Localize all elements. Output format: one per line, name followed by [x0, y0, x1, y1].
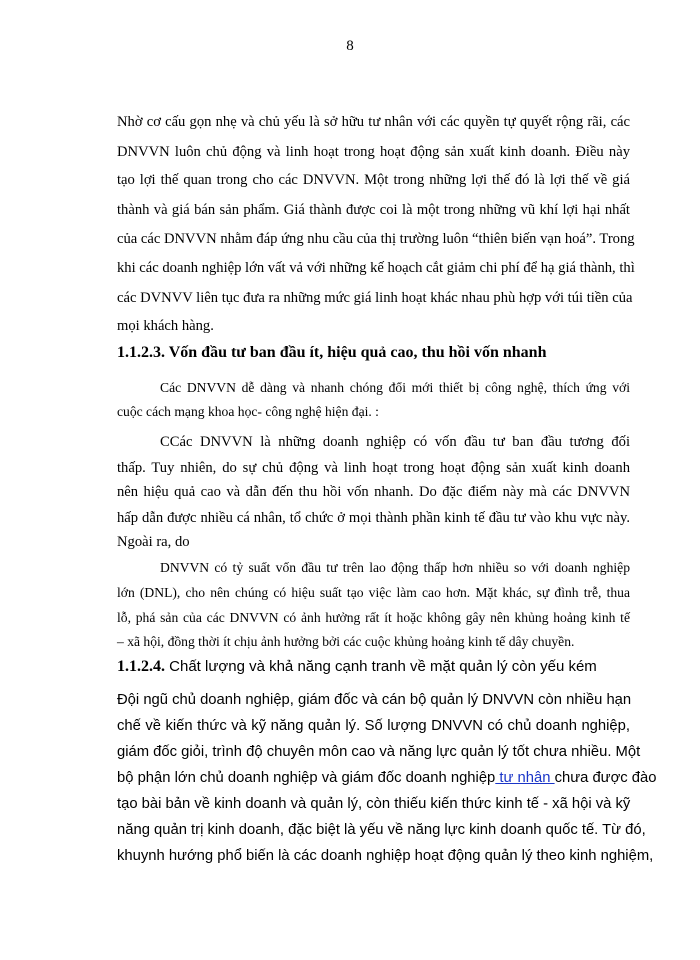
text-line: chế về kiến thức và kỹ năng quản lý. Số lượng DNVVN có chủ doanh nghiệp, [117, 718, 630, 734]
text-line: khi các doanh nghiệp lớn vất vả với những kế hoạch cắt giảm chi phí để hạ giá thành, thì [117, 260, 635, 276]
text-line: tạo bài bản về kinh doanh và quản lý, còn thiếu kiến thức kinh tế - xã hội và kỹ [117, 796, 631, 812]
text-line: của các DNVVN nhằm đáp ứng nhu cầu của thị trường luôn “thiên biến vạn hoá”. Trong [117, 231, 635, 247]
text-line: mọi khách hàng. [117, 318, 214, 334]
text-line: cuộc cách mạng khoa học- công nghệ hiện đại. : [117, 404, 379, 419]
text-line: lớn (DNL), cho nên chúng có hiệu suất tạo việc làm cao hơn. Mặt khác, sự đình trễ, thua [117, 585, 630, 600]
text-line: giám đốc giỏi, trình độ chuyên môn cao và năng lực quản lý tốt chưa nhiều. Một [117, 744, 641, 760]
text-segment: chưa được đào [554, 770, 657, 786]
text-line: Các DNVVN dễ dàng và nhanh chóng đổi mới thiết bị công nghệ, thích ứng với [160, 380, 630, 395]
text-line: thành và giá bán sản phẩm. Giá thành được coi là một trong những vũ khí lợi hại nhất [117, 202, 630, 218]
text-line: DNVVN có tỷ suất vốn đầu tư trên lao động thấp hơn nhiều so với doanh nghiệp [160, 560, 630, 575]
text-line: Ngoài ra, do [117, 534, 190, 550]
text-line: các DVNVV liên tục đưa ra những mức giá linh hoạt khác nhau phù hợp với túi tiền của [117, 290, 633, 306]
private-sector-link[interactable]: tư nhân [495, 770, 555, 786]
section-heading-1-1-2-4 [117, 658, 597, 676]
section-title: Chất lượng và khả năng cạnh tranh về mặt quản lý còn yếu kém [165, 658, 597, 675]
text-line: CCác DNVVN là những doanh nghiệp có vốn đầu tư ban đầu tương đối [160, 434, 630, 450]
section-number: 1.1.2.4. [117, 658, 165, 675]
text-line: Nhờ cơ cấu gọn nhẹ và chủ yếu là sở hữu tư nhân với các quyền tự quyết rộng rãi, các [117, 114, 630, 130]
text-line: DNVVN luôn chủ động và linh hoạt trong hoạt động sản xuất kinh doanh. Điều này [117, 144, 630, 160]
text-segment: bộ phận lớn chủ doanh nghiệp và giám đốc doanh nghiệp [117, 770, 496, 786]
text-line: – xã hội, đồng thời ít chịu ảnh hưởng bởi các cuộc khủng hoảng kinh tế dây chuyền. [117, 634, 575, 649]
text-line [117, 768, 657, 788]
text-line: hấp dẫn được nhiều cá nhân, tổ chức ở mọi thành phần kinh tế đầu tư vào khu vực này. [117, 510, 630, 526]
text-line: Đội ngũ chủ doanh nghiệp, giám đốc và cán bộ quản lý DNVVN còn nhiều hạn [117, 692, 632, 708]
text-line: lỗ, phá sản của các DNVVN có ảnh hưởng rất ít hoặc không gây nên khủng hoảng kinh tế [117, 610, 630, 625]
text-line: nên hiệu quả cao và dẫn đến thu hồi vốn nhanh. Do đặc điểm này mà các DNVVN [117, 484, 630, 500]
page-number: 8 [346, 38, 354, 54]
text-line: tạo lợi thế quan trong cho các DNVVN. Một trong những lợi thế đó là lợi thế về giá [117, 172, 630, 188]
text-line: khuynh hướng phổ biến là các doanh nghiệp hoạt động quản lý theo kinh nghiệm, [117, 848, 654, 864]
section-heading-1-1-2-3: 1.1.2.3. Vốn đầu tư ban đầu ít, hiệu quả cao, thu hồi vốn nhanh [117, 344, 547, 361]
text-line: thấp. Tuy nhiên, do sự chủ động và linh hoạt trong hoạt động sản xuất kinh doanh [117, 460, 630, 476]
text-line: năng quản trị kinh doanh, đặc biệt là yếu về năng lực kinh doanh quốc tế. Từ đó, [117, 822, 646, 838]
